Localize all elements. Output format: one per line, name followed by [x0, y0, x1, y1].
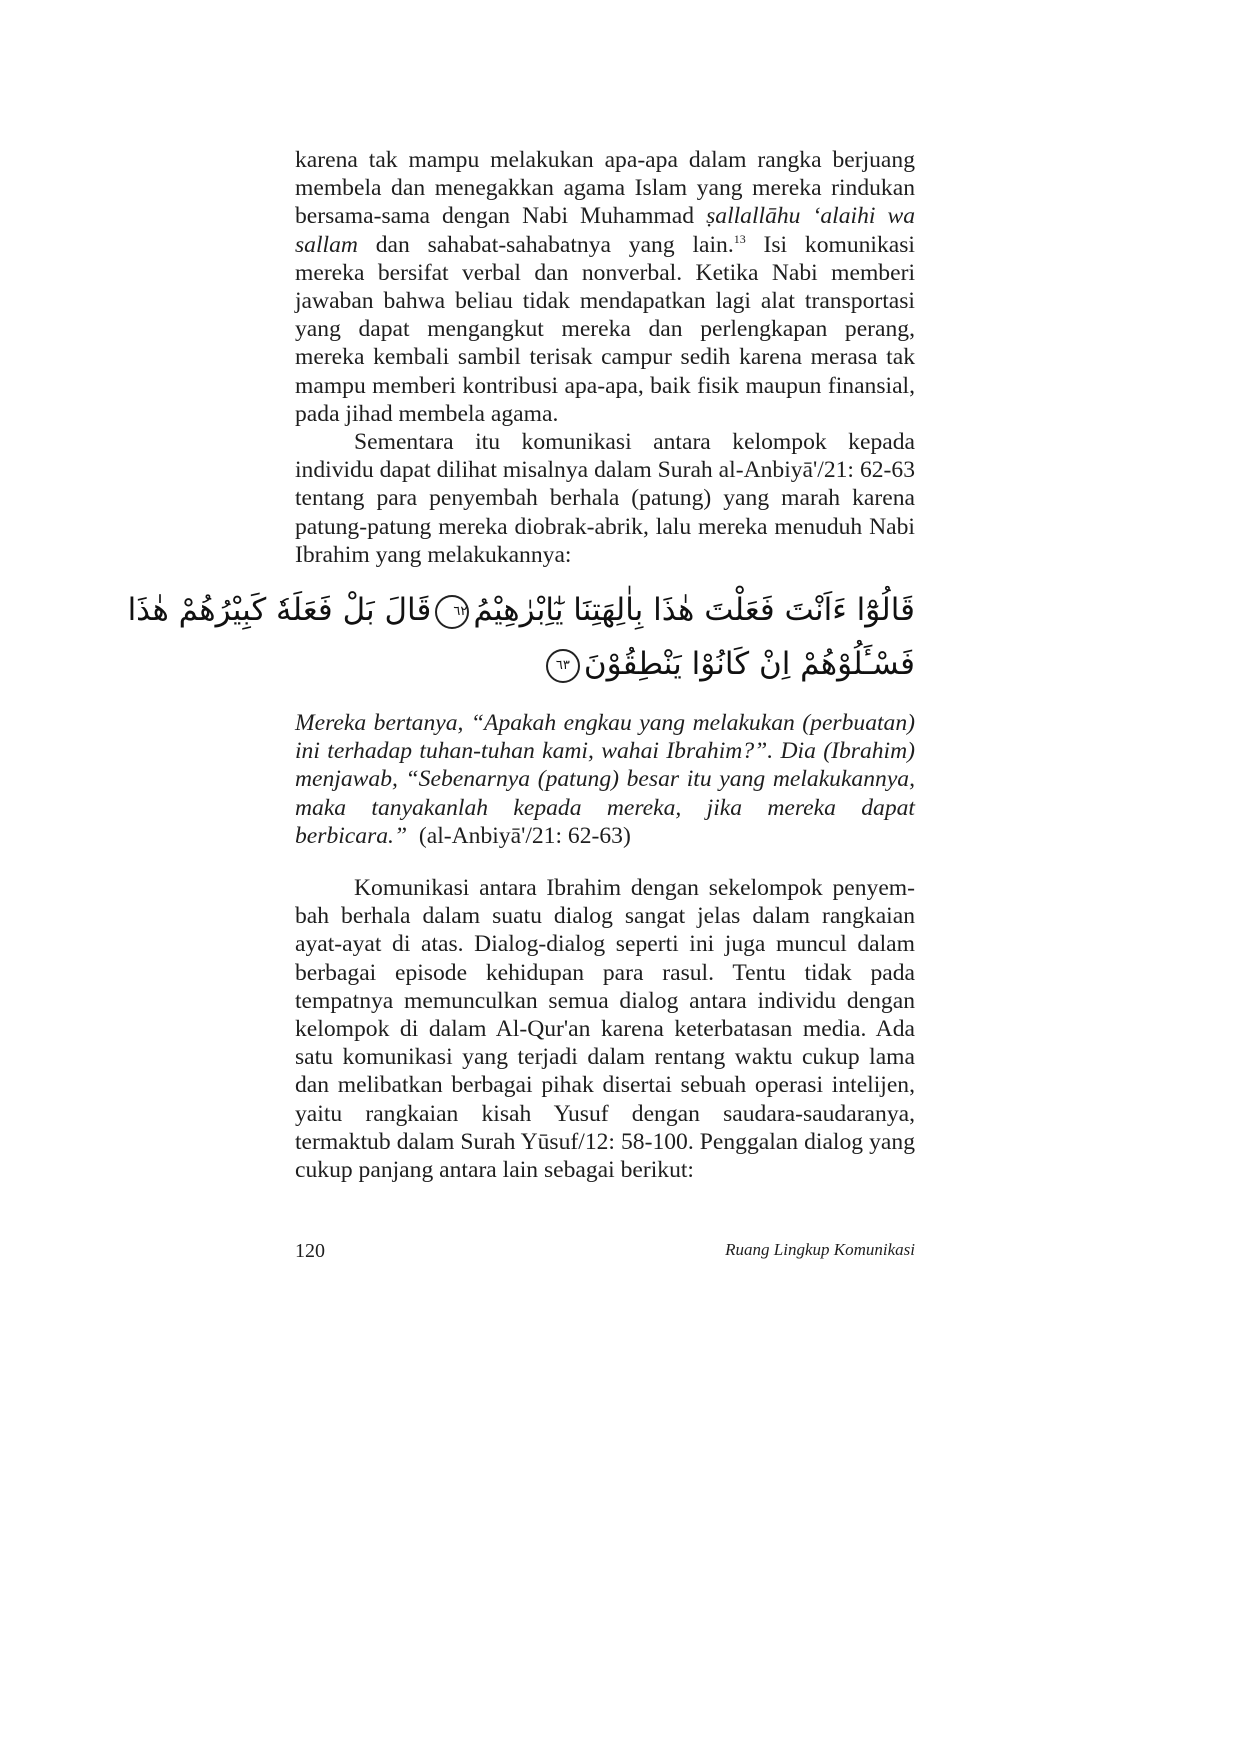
verse-62-text: قَالُوْٓا ءَاَنْتَ فَعَلْتَ هٰذَا بِاٰلِهَتِنَا يٰٓاِبْرٰهِيْمُ: [473, 592, 915, 629]
verse-number-62-icon: ٦٢: [435, 595, 469, 629]
quran-verse-line-2: [295, 637, 915, 691]
page-body: [127, 146, 915, 1184]
translation-text: Mereka bertanya, “Apakah engkau yang melakukan (perbuatan) ini terhadap tuhan-tuhan kami, wahai Ibrahim?”. Dia (Ibrahim) menjawab, “Sebenarnya (patung) besar itu yang melakukannya, maka tanyakanlah kepada mereka, jika mereka dapat berbicara.”: [295, 710, 915, 849]
paragraph-2: Sementara itu komunikasi antara kelompok kepada individu dapat dilihat misalnya dalam Surah al-Anbiyā'/21: 62-63 tentang para penyembah berhala (patung) yang marah karena patung-patung mereka diobrak-abrik, lalu mereka menuduh Nabi Ibrahim yang melakukannya:: [295, 429, 915, 568]
paragraph-1: [295, 146, 915, 428]
paragraph-1-text-c: Isi komunikasi mereka bersifat verbal dan nonverbal. Ketika Nabi memberi jawaban bahwa beliau tidak mendapatkan lagi alat transportasi yang dapat mengangkut mereka dan perlengkapan perang, mereka kembali sambil terisak campur sedih karena merasa tak mampu memberi kontribusi apa-apa, baik fisik maupun finansial, pada jihad membela agama.: [295, 231, 915, 427]
paragraph-1-text-b: dan sahabat-sahabatnya yang lain.: [357, 231, 734, 258]
footnote-marker[interactable]: 13: [733, 231, 746, 246]
verse-number-63-icon: ٦٣: [546, 649, 580, 683]
quran-verse: [127, 583, 915, 691]
verse-translation: [295, 709, 915, 850]
page-footer: [295, 1240, 915, 1270]
honorific-phrase: ṣallallāhu ‘alaihi wa sallam: [295, 203, 915, 258]
translation-reference: (al-Anbiyā'/21: 62-63): [418, 822, 631, 849]
verse-63-text-a: قَالَ بَلْ فَعَلَهٗ كَبِيْرُهُمْ هٰذَا: [127, 592, 432, 629]
running-title: Ruang Lingkup Komunikasi: [725, 1240, 915, 1259]
verse-63-text-b: فَسْـَٔلُوْهُمْ اِنْ كَانُوْا يَنْطِقُوْنَ: [583, 646, 915, 683]
paragraph-3: Komunikasi antara Ibrahim dengan sekelompok penyem-bah berhala dalam suatu dialog sangat jelas dalam rangkaian ayat-ayat di atas. Dialog-dialog seperti ini juga muncul dalam berbagai episode kehidupan para rasul. Tentu tidak pada tempatnya memunculkan semua dialog antara individu dengan kelompok di dalam Al-Qur'an karena keterbatasan media. Ada satu komunikasi yang terjadi dalam rentang waktu cukup lama dan melibatkan berbagai pihak disertai sebuah operasi intelijen, yaitu rangkaian kisah Yusuf dengan saudara-saudaranya, termaktub dalam Surah Yūsuf/12: 58-100. Penggalan dialog yang cukup panjang antara lain sebagai berikut:: [295, 875, 915, 1184]
quran-verse-line-1: [127, 583, 915, 637]
paragraph-1-text-a: karena tak mampu melakukan apa-apa dalam rangka berjuang membela dan menegakkan agama Islam yang mereka rindukan bersama-sama dengan Nabi Muhammad: [295, 147, 915, 230]
page-number: 120: [295, 1240, 325, 1262]
